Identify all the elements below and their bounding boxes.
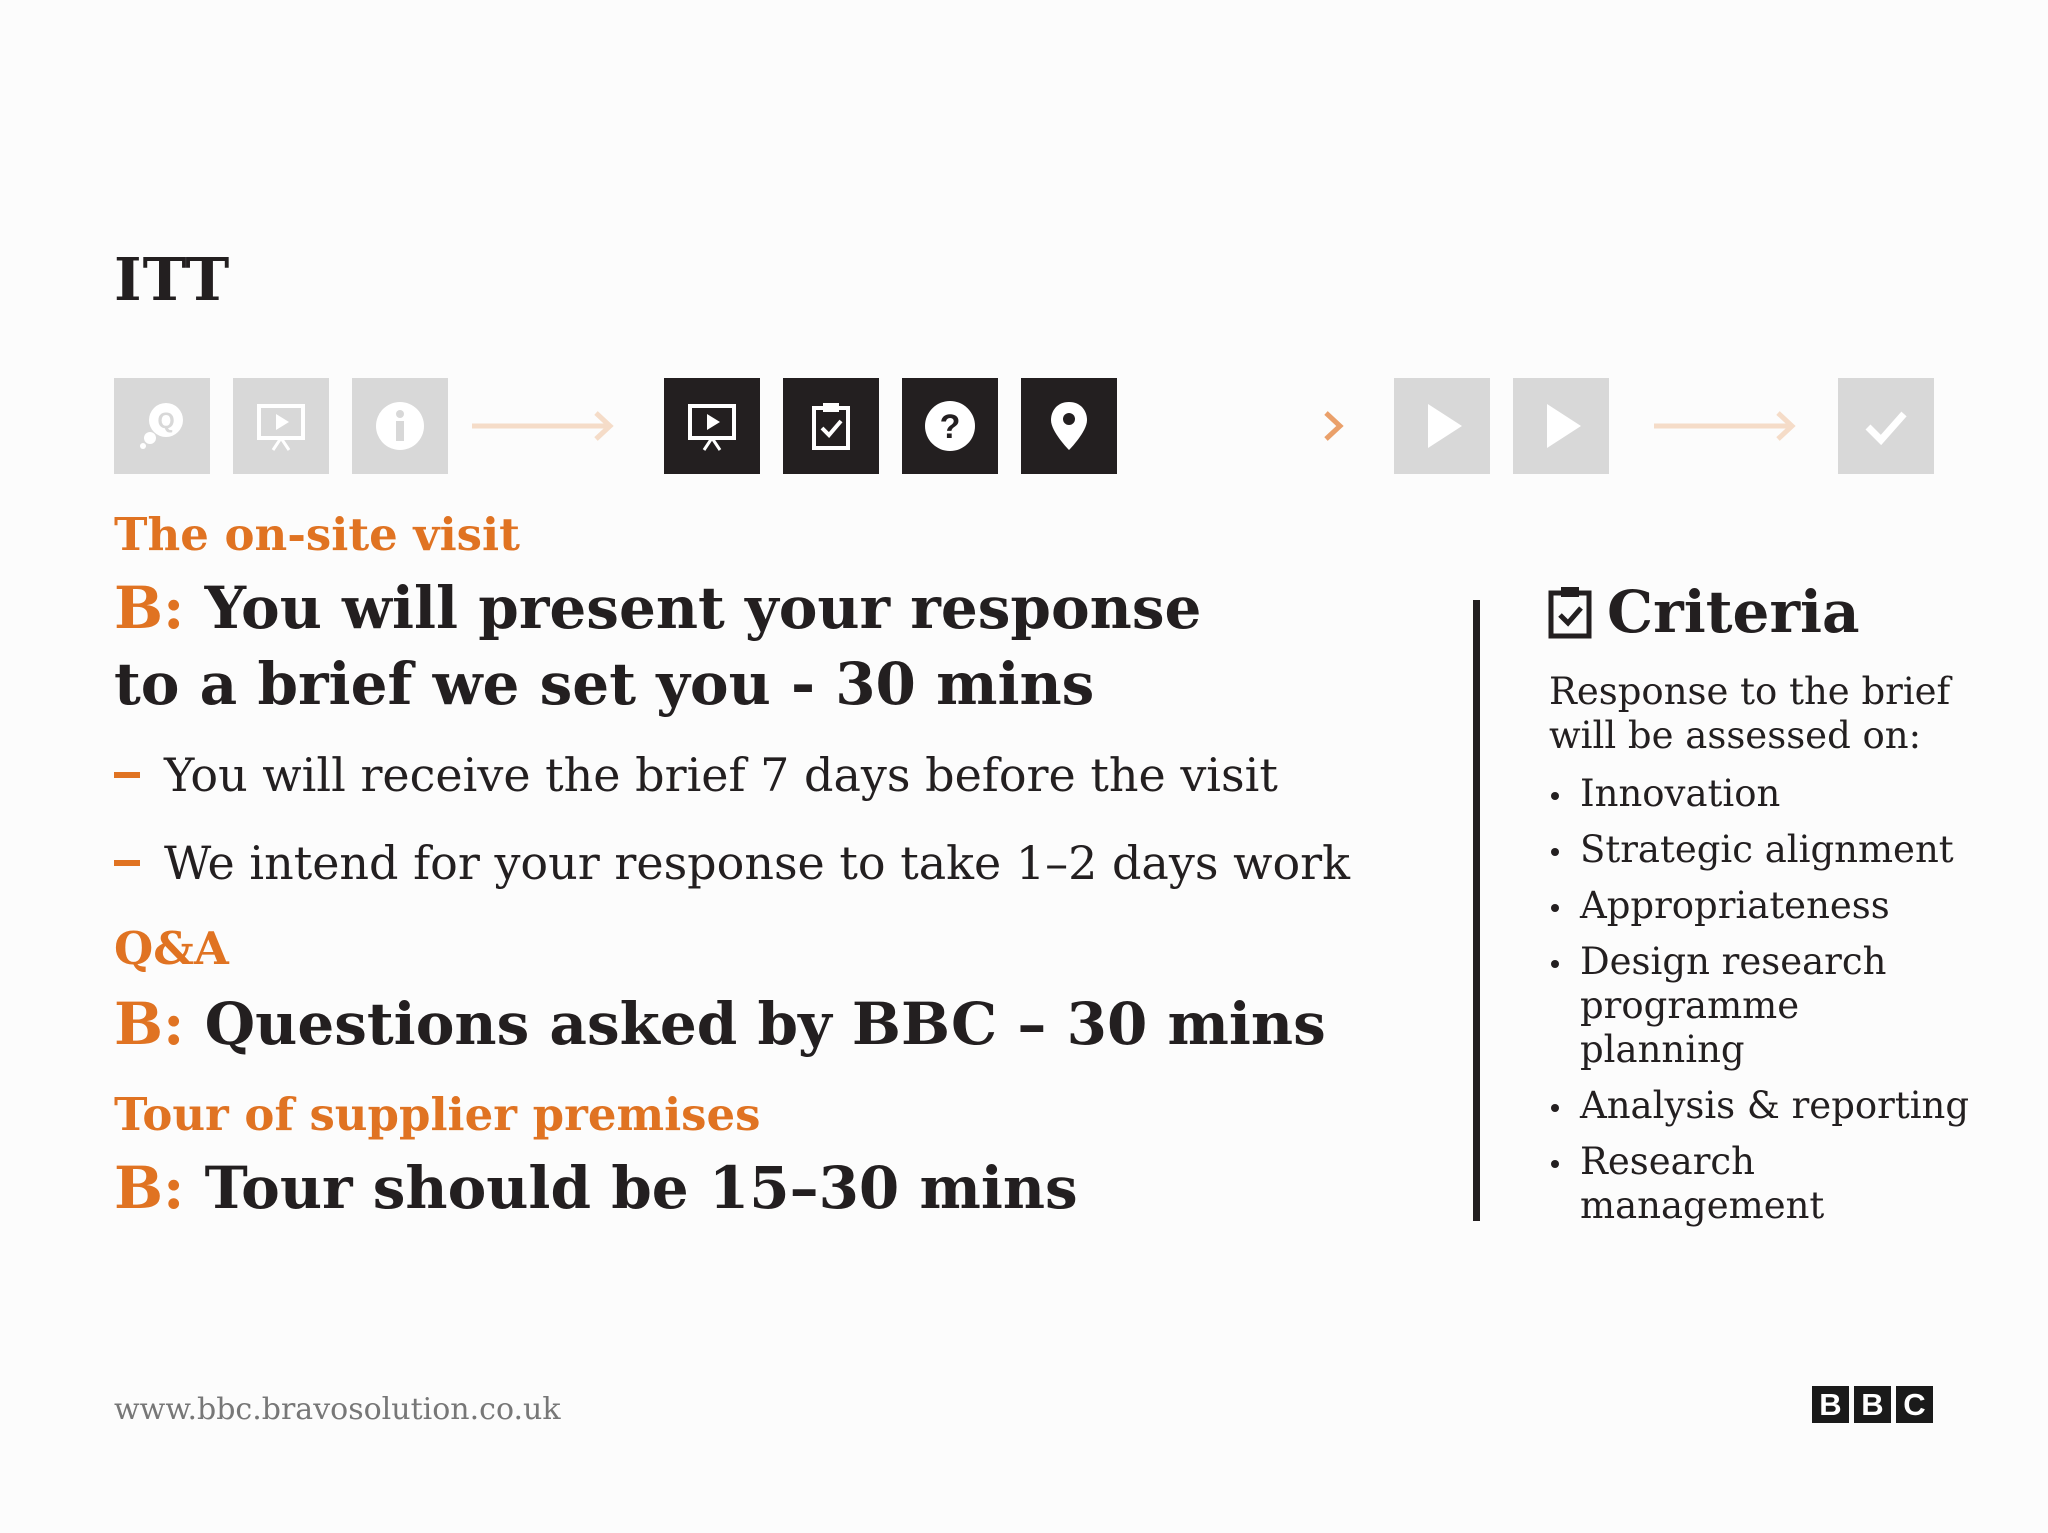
criteria-item: Innovation — [1549, 772, 1989, 816]
onsite-line-1-text: You will present your response — [204, 574, 1202, 642]
criteria-list — [1549, 772, 1989, 1240]
play-step-1 — [1394, 378, 1490, 474]
presentation-icon — [251, 396, 311, 456]
criteria-item: Appropriateness — [1549, 884, 1989, 928]
question-step — [902, 378, 998, 474]
check-step — [1838, 378, 1934, 474]
onsite-prefix: B: — [114, 574, 185, 642]
svg-text:Q: Q — [157, 408, 175, 433]
arrow-light-2 — [1652, 405, 1802, 447]
criteria-item: Strategic alignment — [1549, 828, 1989, 872]
criteria-intro: Response to the brief will be assessed on: — [1549, 670, 1951, 757]
onsite-line-2: to a brief we set you - 30 mins — [114, 650, 1095, 718]
tour-text: Tour should be 15–30 mins — [204, 1154, 1078, 1222]
onsite-bullet-1-text: You will receive the brief 7 days before the visit — [164, 748, 1278, 802]
tour-line — [114, 1150, 1078, 1226]
onsite-bullet-2-text: We intend for your response to take 1–2 days work — [164, 836, 1351, 890]
criteria-title: Criteria — [1607, 578, 1860, 646]
play-step-2 — [1513, 378, 1609, 474]
presentation-step-active — [664, 378, 760, 474]
tour-heading: Tour of supplier premises — [114, 1088, 761, 1141]
search-q-step — [114, 378, 210, 474]
svg-text:?: ? — [939, 408, 961, 446]
presentation-icon — [682, 396, 742, 456]
criteria-heading — [1547, 578, 1860, 646]
onsite-bullet-2 — [114, 836, 1350, 890]
qa-heading: Q&A — [114, 922, 229, 975]
dash-marker — [114, 772, 140, 778]
criteria-item: Design research programme planning — [1549, 940, 1900, 1072]
check-icon — [1856, 396, 1916, 456]
criteria-item: Research management — [1549, 1140, 1840, 1228]
info-step — [352, 378, 448, 474]
criteria-item: Analysis & reporting — [1549, 1084, 1989, 1128]
footer-url: www.bbc.bravosolution.co.uk — [114, 1392, 561, 1427]
location-pin-icon — [1039, 396, 1099, 456]
clipboard-step — [783, 378, 879, 474]
clipboard-check-icon — [801, 396, 861, 456]
tour-prefix: B: — [114, 1154, 185, 1222]
onsite-heading: The on-site visit — [114, 508, 520, 561]
qa-line — [114, 986, 1326, 1062]
arrow-light-1 — [470, 405, 620, 447]
bbc-logo-letter: C — [1896, 1386, 1933, 1423]
qa-prefix: B: — [114, 990, 185, 1058]
page-title: ITT — [114, 245, 231, 314]
qa-text: Questions asked by BBC – 30 mins — [204, 990, 1326, 1058]
bbc-logo-letter: B — [1854, 1386, 1891, 1423]
location-step — [1021, 378, 1117, 474]
question-icon — [920, 396, 980, 456]
presentation-step-inactive — [233, 378, 329, 474]
clipboard-check-icon — [1547, 584, 1593, 640]
vertical-divider — [1473, 600, 1480, 1221]
play-icon — [1412, 396, 1472, 456]
bbc-logo-letter: B — [1812, 1386, 1849, 1423]
dash-marker — [114, 860, 140, 866]
onsite-line-1 — [114, 570, 1201, 646]
search-q-icon — [132, 396, 192, 456]
bbc-logo — [1812, 1386, 1933, 1423]
play-icon — [1531, 396, 1591, 456]
onsite-bullet-1 — [114, 748, 1278, 802]
arrow-orange — [1160, 405, 1350, 447]
info-icon — [370, 396, 430, 456]
